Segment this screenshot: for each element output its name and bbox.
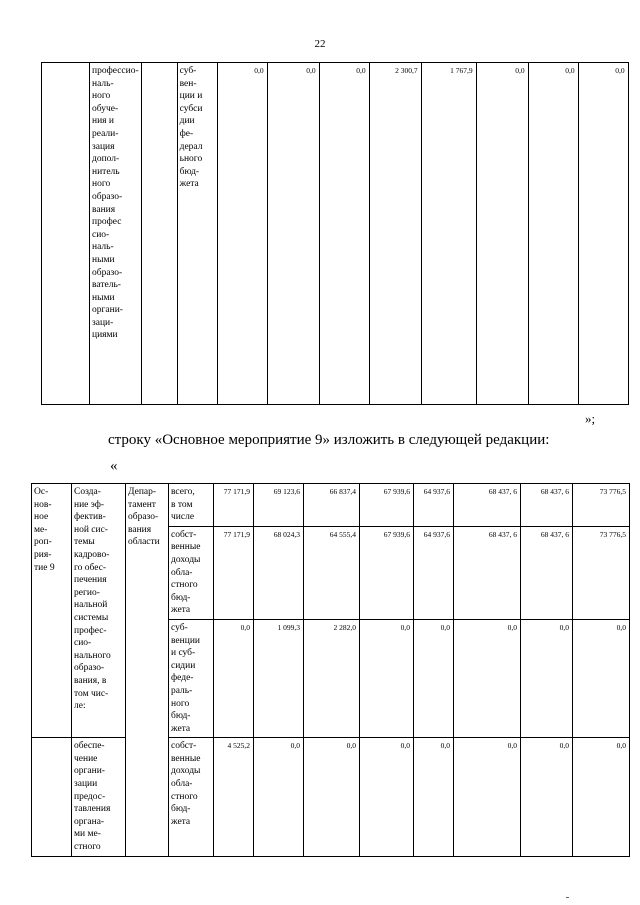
value-cell: 64 937,6 bbox=[414, 484, 454, 527]
value-cell: 0,0 bbox=[454, 619, 521, 737]
value-cell: 0,0 bbox=[528, 63, 578, 405]
funding-source-cell: собст- венные доходы обла- стного бюд- жета bbox=[169, 738, 214, 856]
value-cell: 73 776,5 bbox=[573, 484, 630, 527]
activity-name-cell: профессио- наль- ного обуче- ния и реали- зация допол- нитель ного образо- вания профес сио- наль- ными образо- ватель- ными органи- заци- циями bbox=[90, 63, 142, 405]
value-cell: 0,0 bbox=[573, 738, 630, 856]
funding-source-cell: суб- венции и суб- сидии феде- раль- ного бюд- жета bbox=[169, 619, 214, 737]
activity-9-table bbox=[31, 483, 630, 857]
funding-source-cell: всего, в том числе bbox=[169, 484, 214, 527]
closing-quote: »; bbox=[585, 411, 596, 426]
value-cell: 0,0 bbox=[304, 738, 360, 856]
value-cell: 4 525,2 bbox=[214, 738, 254, 856]
page-number: 22 bbox=[314, 38, 326, 50]
table-row bbox=[32, 738, 630, 856]
value-cell: 64 555,4 bbox=[304, 526, 360, 619]
empty-cell bbox=[42, 63, 90, 405]
value-cell: 68 437, 6 bbox=[521, 484, 573, 527]
opening-quote: « bbox=[110, 458, 118, 474]
value-cell: 67 939,6 bbox=[360, 526, 414, 619]
value-cell: 0,0 bbox=[360, 619, 414, 737]
scan-speck bbox=[566, 897, 569, 898]
activity-name-cell: Созда- ние эф- фектив- ной сис- темы кадрово- го обес- печения регио- нальной системы профес- сио- нального образо- вания, в том чис- ле: bbox=[72, 484, 126, 738]
value-cell: 68 024,3 bbox=[254, 526, 304, 619]
value-cell: 0,0 bbox=[254, 738, 304, 856]
empty-cell bbox=[32, 738, 72, 856]
value-cell: 0,0 bbox=[214, 619, 254, 737]
sub-activity-name-cell: обеспе- чение органи- зации предос- тавления органа- ми ме- стного bbox=[72, 738, 126, 856]
value-cell: 0,0 bbox=[217, 63, 267, 405]
value-cell: 0,0 bbox=[267, 63, 319, 405]
value-cell: 68 437, 6 bbox=[454, 484, 521, 527]
value-cell: 2 282,0 bbox=[304, 619, 360, 737]
value-cell: 0,0 bbox=[360, 738, 414, 856]
value-cell: 67 939,6 bbox=[360, 484, 414, 527]
value-cell: 0,0 bbox=[454, 738, 521, 856]
value-cell: 66 837,4 bbox=[304, 484, 360, 527]
empty-cell bbox=[141, 63, 177, 405]
table-row bbox=[42, 63, 629, 405]
value-cell: 0,0 bbox=[521, 619, 573, 737]
value-cell: 0,0 bbox=[414, 738, 454, 856]
value-cell: 2 300,7 bbox=[369, 63, 421, 405]
value-cell: 77 171,9 bbox=[214, 484, 254, 527]
value-cell: 68 437, 6 bbox=[521, 526, 573, 619]
value-cell: 0,0 bbox=[476, 63, 528, 405]
value-cell: 0,0 bbox=[414, 619, 454, 737]
value-cell: 1 767,9 bbox=[421, 63, 476, 405]
value-cell: 0,0 bbox=[578, 63, 628, 405]
value-cell: 73 776,5 bbox=[573, 526, 630, 619]
value-cell: 68 437, 6 bbox=[454, 526, 521, 619]
value-cell: 69 123,6 bbox=[254, 484, 304, 527]
value-cell: 77 171,9 bbox=[214, 526, 254, 619]
value-cell: 0,0 bbox=[573, 619, 630, 737]
responsible-executor-cell: Депар- тамент образо- вания области bbox=[126, 484, 169, 857]
table-row bbox=[32, 484, 630, 527]
continuation-table bbox=[41, 62, 629, 405]
value-cell: 1 099,3 bbox=[254, 619, 304, 737]
activity-number-cell: Ос- нов- ное ме- роп- рия- тие 9 bbox=[32, 484, 72, 738]
value-cell: 64 937,6 bbox=[414, 526, 454, 619]
funding-source-cell: собст- венные доходы обла- стного бюд- жета bbox=[169, 526, 214, 619]
value-cell: 0,0 bbox=[521, 738, 573, 856]
value-cell: 0,0 bbox=[319, 63, 369, 405]
funding-source-cell: суб- вен- ции и субси дии фе- дерал ьного бюд- жета bbox=[177, 63, 217, 405]
instruction-text: строку «Основное мероприятие 9» изложить в следующей редакции: bbox=[108, 432, 550, 448]
